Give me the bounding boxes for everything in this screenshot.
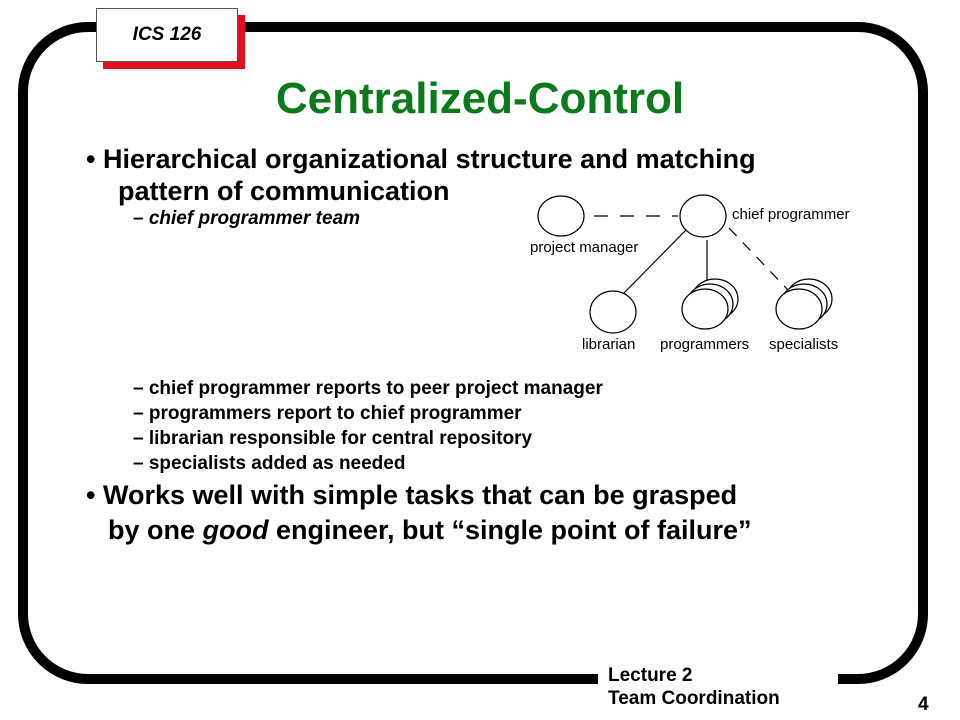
emphasis-good: good (202, 515, 269, 545)
lecture-footer (598, 662, 838, 716)
bullet-works-well (86, 478, 752, 548)
line2-post: engineer, but “single point of failure” (268, 515, 752, 545)
specialists-label: specialists (769, 336, 839, 353)
slide-title: Centralized-Control (275, 74, 685, 123)
bullet-hierarchical-line1: • Hierarchical organizational structure and matching (86, 144, 756, 174)
librarian-node (590, 291, 636, 333)
sub-bullet-librarian: – librarian responsible for central repository (133, 428, 533, 449)
lecture-number: Lecture 2 (608, 665, 693, 686)
programmers-node (682, 279, 738, 329)
librarian-label: librarian (582, 336, 636, 353)
page-number: 4 (918, 694, 929, 715)
line2-pre: by one (108, 515, 203, 545)
programmers-label: programmers (660, 336, 750, 353)
lecture-topic: Team Coordination (608, 688, 780, 709)
bullet-works-well-line1: • Works well with simple tasks that can be grasped (86, 480, 738, 510)
sub-bullet-chief-team: – chief programmer team (133, 208, 361, 229)
chief-programmer-label: chief programmer (732, 206, 850, 223)
bullet-works-well-line2 (86, 513, 752, 548)
project-manager-node (538, 196, 584, 236)
chief-specialists-link (729, 228, 788, 290)
sub-bullet-programmers-report: – programmers report to chief programmer (133, 403, 522, 424)
bullet-hierarchical-line2: pattern of communication (118, 176, 450, 206)
course-tag-label: ICS 126 (132, 24, 202, 45)
project-manager-label: project manager (530, 239, 639, 256)
chief-programmer-node (680, 195, 726, 237)
sub-bullet-reports-pm: – chief programmer reports to peer project manager (133, 378, 603, 399)
sub-bullet-specialists: – specialists added as needed (133, 453, 406, 474)
